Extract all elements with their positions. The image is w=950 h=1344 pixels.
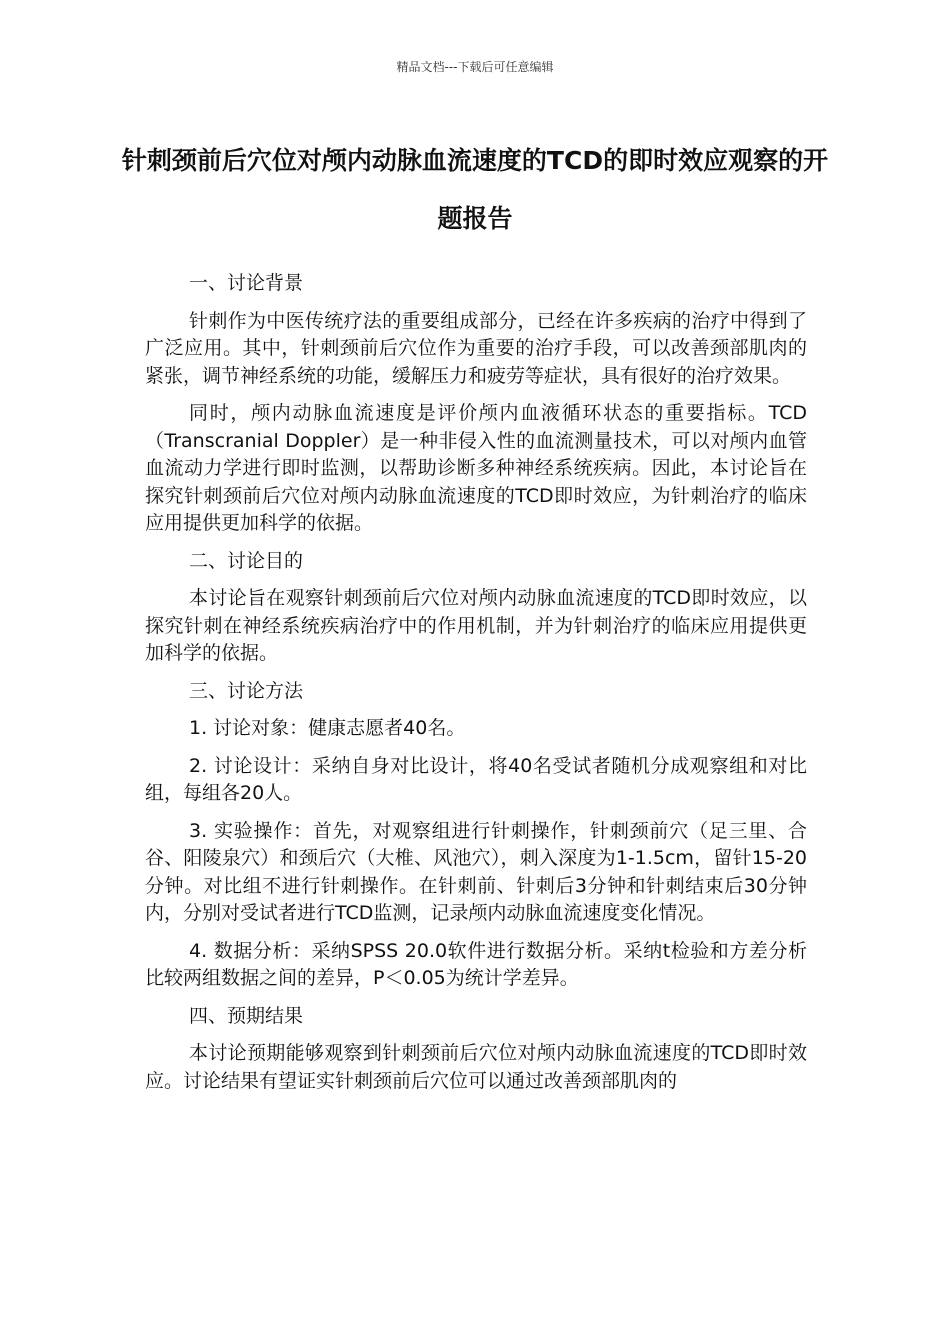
section-heading-methods: 三、讨论方法 <box>189 679 304 702</box>
paragraph-expected-results: 本讨论预期能够观察到针刺颈前后穴位对颅内动脉血流速度的TCD即时效应。讨论结果有望证实针刺颈前后穴位可以通过改善颈部肌肉的 <box>145 1042 807 1092</box>
method-item-design: 2. 讨论设计：采纳自身对比设计，将40名受试者随机分成观察组和对比组，每组各20人。 <box>145 754 807 804</box>
section-heading-expected-results: 四、预期结果 <box>189 1004 304 1027</box>
page-header: 精品文档---下载后可任意编辑 <box>396 60 554 74</box>
document-body <box>145 270 807 1105</box>
section-heading-background: 一、讨论背景 <box>189 272 304 294</box>
method-item-analysis: 4. 数据分析：采纳SPSS 20.0软件进行数据分析。采纳t检验和方差分析比较两组数据之间的差异，P＜0.05为统计学差异。 <box>145 939 807 989</box>
paragraph-purpose: 本讨论旨在观察针刺颈前后穴位对颅内动脉血流速度的TCD即时效应，以探究针刺在神经系统疾病治疗中的作用机制，并为针刺治疗的临床应用提供更加科学的依据。 <box>145 587 807 664</box>
section-heading-purpose: 二、讨论目的 <box>189 549 304 572</box>
document-title: 针刺颈前后穴位对颅内动脉血流速度的TCD的即时效应观察的开题报告 <box>121 146 829 233</box>
paragraph-background-2: 同时，颅内动脉血流速度是评价颅内血液循环状态的重要指标。TCD（Transcranial Doppler）是一种非侵入性的血流测量技术，可以对颅内血管血流动力学进行即时监测，以帮助诊断多种神经系统疾病。因此，本讨论旨在探究针刺颈前后穴位对颅内动脉血流速度的TCD即时效应，为针刺治疗的临床应用提供更加科学的依据。 <box>145 402 807 534</box>
method-item-procedure: 3. 实验操作：首先，对观察组进行针刺操作，针刺颈前穴（足三里、合谷、阳陵泉穴）和颈后穴（大椎、风池穴），刺入深度为1-1.5cm，留针15-20分钟。对比组不进行针刺操作。在针刺前、针刺后3分钟和针刺结束后30分钟内，分别对受试者进行TCD监测，记录颅内动脉血流速度变化情况。 <box>145 819 807 924</box>
paragraph-background-1: 针刺作为中医传统疗法的重要组成部分，已经在许多疾病的治疗中得到了广泛应用。其中，针刺颈前后穴位作为重要的治疗手段，可以改善颈部肌肉的紧张，调节神经系统的功能，缓解压力和疲劳等症状，具有很好的治疗效果。 <box>145 309 807 387</box>
method-item-subjects: 1. 讨论对象：健康志愿者40名。 <box>189 717 466 739</box>
